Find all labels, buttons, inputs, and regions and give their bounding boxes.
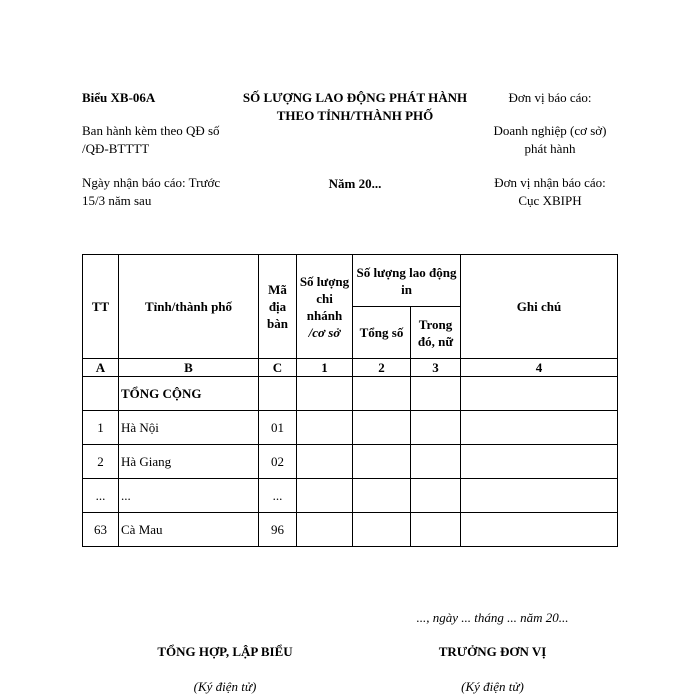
row-code: 02 [259,445,297,479]
report-title-line1: SỐ LƯỢNG LAO ĐỘNG PHÁT HÀNH [242,90,468,105]
receive-date-line2: 15/3 năm sau [82,193,152,208]
table-cell [353,377,411,411]
row-code: 01 [259,411,297,445]
table-cell [297,377,353,411]
total-row [83,377,618,411]
area-code-line1: Mã [268,282,287,297]
head-title: TRƯỞNG ĐƠN VỊ [438,644,547,659]
compiler-signature: (Ký điện tử) [193,679,257,694]
table-cell [411,411,461,445]
workers-line2: in [401,281,412,297]
receive-date-line1: Ngày nhận báo cáo: Trước [82,175,221,190]
table-cell [411,479,461,513]
row-province: Hà Giang [119,445,259,479]
reporting-unit-line2: phát hành [524,141,576,156]
table-cell [411,445,461,479]
table-row [83,445,618,479]
col-code: A [83,359,119,377]
row-province: ... [119,479,259,513]
table-cell [461,377,618,411]
table-cell [297,411,353,445]
table-cell [461,479,618,513]
table-cell [297,513,353,547]
issued-by-line1: Ban hành kèm theo QĐ số [82,123,220,138]
form-code: Biểu XB-06A [82,90,156,105]
reporting-unit-label: Đơn vị báo cáo: [508,90,592,105]
reporting-unit [480,122,620,158]
table-cell [411,513,461,547]
reporting-unit-line1: Doanh nghiệp (cơ sở) [493,123,607,138]
area-code-line2: địa [268,299,287,314]
table-cell [461,411,618,445]
labor-table [82,254,618,547]
table-cell [353,445,411,479]
row-tt: 1 [83,411,119,445]
row-code: ... [259,479,297,513]
row-code: 96 [259,513,297,547]
total-label: TỔNG CỘNG [119,377,259,411]
workers-line1: Số lượng lao động [356,264,457,280]
receiving-unit-label: Đơn vị nhận báo cáo: [494,175,606,190]
compiler-title: TỔNG HỢP, LẬP BIỂU [157,644,293,659]
row-tt: ... [83,479,119,513]
receive-date [82,174,220,210]
col-code-row [83,359,618,377]
branches-line4: /cơ sở [308,324,341,340]
receiving-unit [480,174,620,210]
row-tt: 63 [83,513,119,547]
table-cell [353,513,411,547]
issued-by [82,122,220,158]
branches-line3: nhánh [306,307,343,323]
col-header-branches [297,255,353,359]
header-row-1 [83,255,618,307]
table-row [83,513,618,547]
table-cell [411,377,461,411]
col-header-province: Tỉnh/thành phố [119,255,259,359]
col-code: C [259,359,297,377]
report-title [220,89,490,125]
head-signature: (Ký điện tử) [461,679,524,694]
col-code: 2 [353,359,411,377]
col-header-workers [353,255,461,307]
report-title-line2: THEO TỈNH/THÀNH PHỐ [276,108,434,123]
col-header-tt: TT [83,255,119,359]
area-code-line3: bàn [267,316,288,331]
table-cell [461,445,618,479]
issued-by-line2: /QĐ-BTTTT [82,141,150,156]
col-header-notes: Ghi chú [461,255,618,359]
female-line1: Trong [418,316,453,332]
branches-line1: Số lượng [299,273,350,289]
col-code: B [119,359,259,377]
table-row [83,479,618,513]
table-cell [353,411,411,445]
branches-line2: chi [316,290,333,306]
table-cell [83,377,119,411]
col-code: 3 [411,359,461,377]
col-code: 1 [297,359,353,377]
col-header-female [411,307,461,359]
col-header-area-code [259,255,297,359]
table-cell [461,513,618,547]
table-cell [353,479,411,513]
table-cell [297,445,353,479]
row-province: Cà Mau [119,513,259,547]
table-cell [259,377,297,411]
female-line2: đó, nữ [417,333,454,349]
table-row [83,411,618,445]
receiving-unit-value: Cục XBIPH [518,193,582,208]
col-header-total: Tổng số [353,307,411,359]
date-line: ..., ngày ... tháng ... năm 20... [416,610,569,625]
row-tt: 2 [83,445,119,479]
col-code: 4 [461,359,618,377]
table-cell [297,479,353,513]
report-year: Năm 20... [328,176,382,191]
row-province: Hà Nội [119,411,259,445]
